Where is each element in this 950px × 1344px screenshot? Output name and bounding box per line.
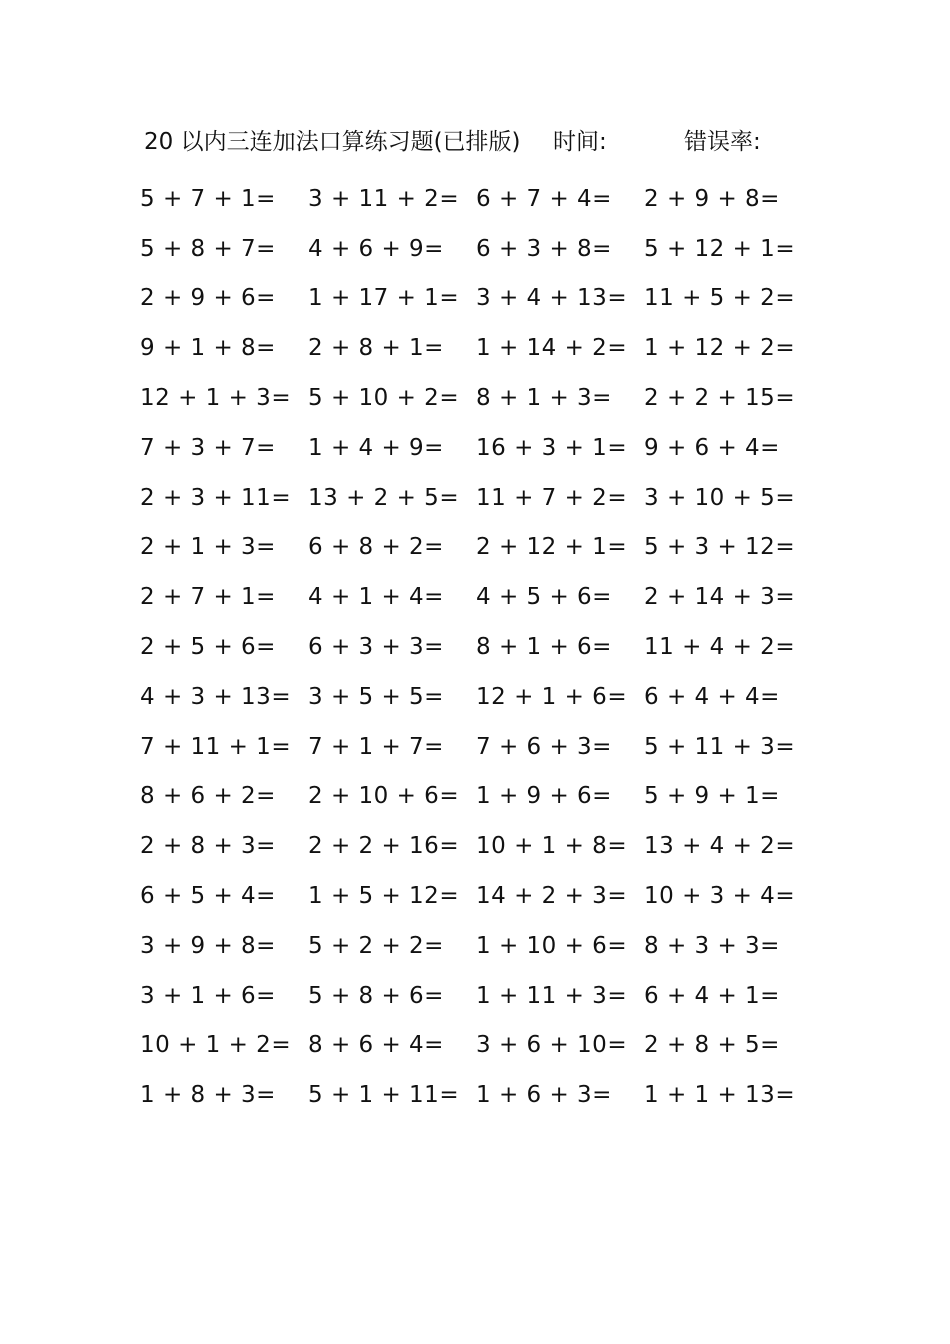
problem-item: 6 + 5 + 4=: [140, 883, 276, 910]
problem-item: 3 + 11 + 2=: [308, 185, 460, 212]
problem-item: 9 + 6 + 4=: [644, 434, 780, 461]
problem-row: [140, 224, 796, 274]
problem-row: [140, 523, 796, 573]
problem-item: 13 + 4 + 2=: [644, 833, 796, 860]
problem-item: 11 + 7 + 2=: [476, 484, 628, 511]
time-label: 时间:: [553, 129, 607, 155]
problem-item: 11 + 5 + 2=: [644, 285, 796, 312]
problem-row: [140, 971, 780, 1021]
problem-item: 5 + 7 + 1=: [140, 185, 276, 212]
problem-item: 2 + 7 + 1=: [140, 584, 276, 611]
problem-row: [140, 423, 780, 473]
problem-item: 5 + 12 + 1=: [644, 235, 796, 262]
problem-item: 2 + 8 + 5=: [644, 1032, 780, 1059]
problem-item: 8 + 1 + 3=: [476, 385, 612, 412]
problem-item: 4 + 5 + 6=: [476, 584, 612, 611]
problem-item: 5 + 3 + 12=: [644, 534, 796, 561]
problem-row: [140, 323, 796, 373]
problem-item: 1 + 5 + 12=: [308, 883, 460, 910]
problem-item: 6 + 4 + 4=: [644, 683, 780, 710]
problem-item: 3 + 9 + 8=: [140, 932, 276, 959]
problem-item: 5 + 10 + 2=: [308, 385, 460, 412]
problem-item: 4 + 6 + 9=: [308, 235, 444, 262]
problem-item: 4 + 1 + 4=: [308, 584, 444, 611]
problem-item: 3 + 6 + 10=: [476, 1032, 628, 1059]
problem-row: [140, 871, 796, 921]
problem-item: 6 + 8 + 2=: [308, 534, 444, 561]
problem-item: 1 + 6 + 3=: [476, 1082, 612, 1109]
problem-item: 9 + 1 + 8=: [140, 335, 276, 362]
problem-item: 5 + 2 + 2=: [308, 932, 444, 959]
problem-item: 2 + 9 + 8=: [644, 185, 780, 212]
problem-row: [140, 1070, 796, 1120]
problem-item: 8 + 6 + 2=: [140, 783, 276, 810]
problem-item: 6 + 3 + 8=: [476, 235, 612, 262]
problem-item: 1 + 9 + 6=: [476, 783, 612, 810]
problem-item: 2 + 8 + 1=: [308, 335, 444, 362]
problem-item: 5 + 8 + 6=: [308, 982, 444, 1009]
problem-item: 8 + 3 + 3=: [644, 932, 780, 959]
problem-item: 3 + 1 + 6=: [140, 982, 276, 1009]
problem-item: 1 + 1 + 13=: [644, 1082, 796, 1109]
problem-item: 1 + 11 + 3=: [476, 982, 628, 1009]
problem-item: 7 + 6 + 3=: [476, 733, 612, 760]
problem-item: 2 + 12 + 1=: [476, 534, 628, 561]
problem-item: 16 + 3 + 1=: [476, 434, 628, 461]
problem-item: 2 + 1 + 3=: [140, 534, 276, 561]
problem-item: 5 + 9 + 1=: [644, 783, 780, 810]
problem-item: 8 + 1 + 6=: [476, 634, 612, 661]
problem-item: 1 + 10 + 6=: [476, 932, 628, 959]
problem-grid: [140, 174, 796, 1120]
problem-row: [140, 473, 796, 523]
problem-item: 12 + 1 + 6=: [476, 683, 628, 710]
problem-row: [140, 622, 796, 672]
problem-item: 11 + 4 + 2=: [644, 634, 796, 661]
problem-row: [140, 921, 780, 971]
problem-item: 2 + 9 + 6=: [140, 285, 276, 312]
problem-item: 4 + 3 + 13=: [140, 683, 292, 710]
problem-item: 1 + 17 + 1=: [308, 285, 460, 312]
problem-item: 7 + 3 + 7=: [140, 434, 276, 461]
problem-item: 5 + 1 + 11=: [308, 1082, 460, 1109]
problem-item: 14 + 2 + 3=: [476, 883, 628, 910]
problem-item: 10 + 1 + 2=: [140, 1032, 292, 1059]
problem-item: 10 + 1 + 8=: [476, 833, 628, 860]
problem-item: 2 + 8 + 3=: [140, 833, 276, 860]
problem-item: 8 + 6 + 4=: [308, 1032, 444, 1059]
problem-row: [140, 572, 796, 622]
problem-item: 2 + 14 + 3=: [644, 584, 796, 611]
problem-item: 7 + 1 + 7=: [308, 733, 444, 760]
worksheet-header: [144, 126, 784, 158]
problem-item: 2 + 5 + 6=: [140, 634, 276, 661]
problem-item: 7 + 11 + 1=: [140, 733, 292, 760]
problem-item: 2 + 2 + 15=: [644, 385, 796, 412]
problem-item: 1 + 14 + 2=: [476, 335, 628, 362]
problem-row: [140, 772, 780, 822]
problem-row: [140, 274, 796, 324]
problem-item: 1 + 4 + 9=: [308, 434, 444, 461]
problem-row: [140, 174, 780, 224]
problem-item: 6 + 4 + 1=: [644, 982, 780, 1009]
problem-item: 2 + 10 + 6=: [308, 783, 460, 810]
problem-item: 1 + 8 + 3=: [140, 1082, 276, 1109]
problem-row: [140, 373, 796, 423]
problem-item: 2 + 3 + 11=: [140, 484, 292, 511]
error-rate-label: 错误率:: [684, 129, 761, 155]
problem-item: 5 + 11 + 3=: [644, 733, 796, 760]
problem-item: 6 + 7 + 4=: [476, 185, 612, 212]
problem-row: [140, 1021, 780, 1071]
problem-item: 3 + 5 + 5=: [308, 683, 444, 710]
problem-item: 6 + 3 + 3=: [308, 634, 444, 661]
problem-item: 3 + 10 + 5=: [644, 484, 796, 511]
problem-item: 12 + 1 + 3=: [140, 385, 292, 412]
problem-item: 1 + 12 + 2=: [644, 335, 796, 362]
worksheet-title: 20 以内三连加法口算练习题(已排版): [144, 129, 521, 155]
problem-row: [140, 821, 796, 871]
problem-row: [140, 672, 780, 722]
problem-item: 13 + 2 + 5=: [308, 484, 460, 511]
problem-item: 3 + 4 + 13=: [476, 285, 628, 312]
problem-item: 10 + 3 + 4=: [644, 883, 796, 910]
problem-item: 2 + 2 + 16=: [308, 833, 460, 860]
problem-row: [140, 722, 796, 772]
problem-item: 5 + 8 + 7=: [140, 235, 276, 262]
